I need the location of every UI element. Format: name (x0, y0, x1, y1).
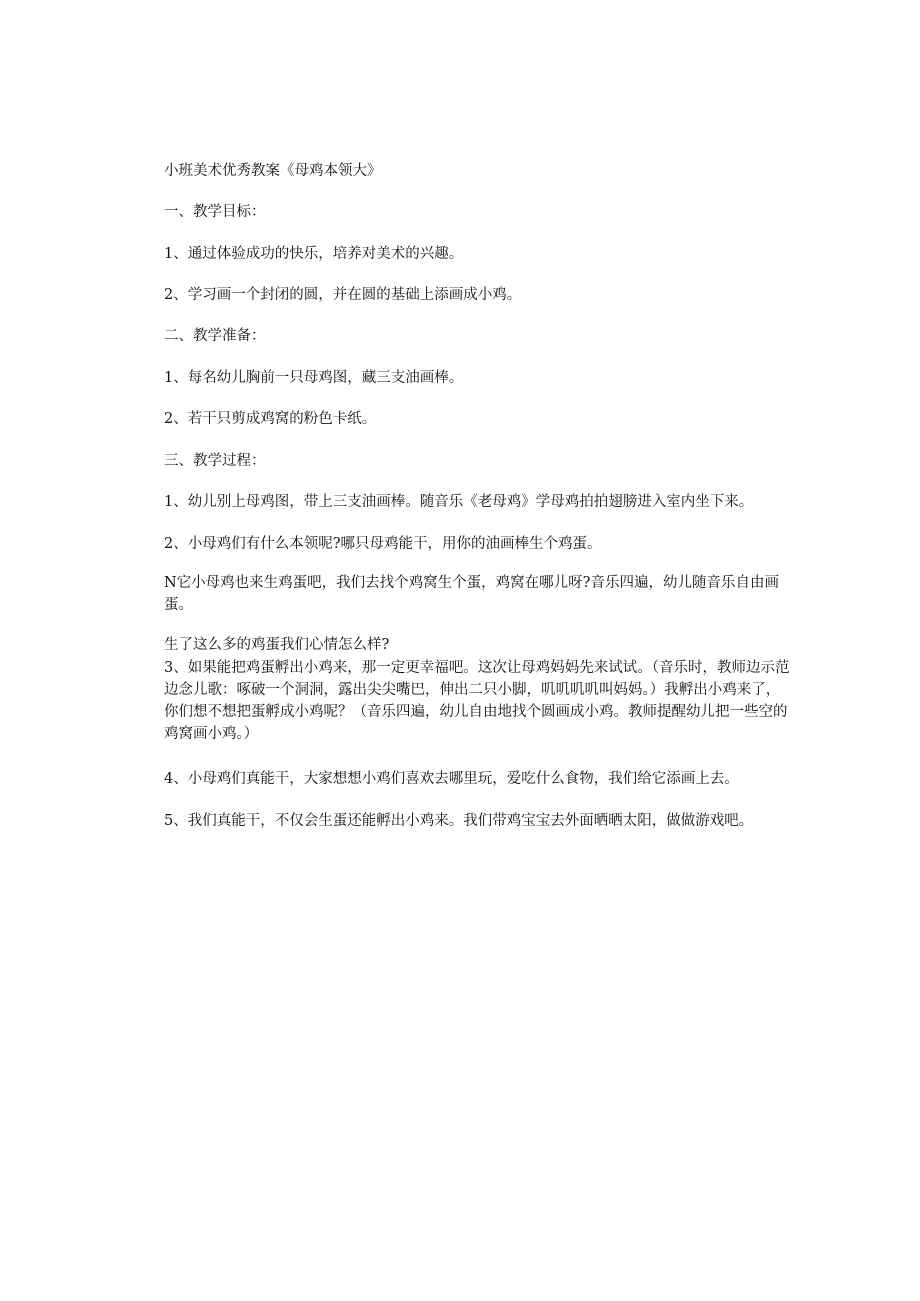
process-heading: 三、教学过程： (164, 453, 266, 469)
prep-item-2: 2、若干只剪成鸡窝的粉色卡纸。 (164, 411, 377, 427)
process-step-4: 4、小母鸡们真能干，大家想想小鸡们喜欢去哪里玩，爱吃什么食物，我们给它添画上去。 (164, 771, 739, 787)
goals-heading: 一、教学目标： (164, 204, 266, 220)
goal-item-2: 2、学习画一个封闭的圆，并在圆的基础上添画成小鸡。 (164, 287, 522, 303)
prep-heading: 二、教学准备： (164, 328, 266, 344)
process-paragraph-egg: N它小母鸡也来生鸡蛋吧，我们去找个鸡窝生个蛋，鸡窝在哪儿呀?音乐四遍，幼儿随音乐自由画蛋。 (164, 575, 779, 613)
goal-item-1: 1、通过体验成功的快乐，培养对美术的兴趣。 (164, 246, 464, 262)
document-title: 小班美术优秀教案《母鸡本领大》 (164, 163, 382, 179)
process-step-3: 3、如果能把鸡蛋孵出小鸡来，那一定更幸福吧。这次让母鸡妈妈先来试试。（音乐时，教师边示范边念儿歌：啄破一个洞洞，露出尖尖嘴巴，伸出二只小脚，叽叽叽叽叫妈妈。）我孵出小鸡来了，你们想不想把蛋孵成小鸡呢？（音乐四遍，幼儿自由地找个圆画成小鸡。教师提醒幼儿把一些空的鸡窝画小鸡。） (164, 660, 790, 742)
process-step-2: 2、小母鸡们有什么本领呢?哪只母鸡能干，用你的油画棒生个鸡蛋。 (164, 536, 602, 552)
process-step-5: 5、我们真能干，不仅会生蛋还能孵出小鸡来。我们带鸡宝宝去外面晒晒太阳，做做游戏吧。 (164, 813, 754, 829)
prep-item-1: 1、每名幼儿胸前一只母鸡图，藏三支油画棒。 (164, 370, 464, 386)
process-step-1: 1、幼儿别上母鸡图，带上三支油画棒。随音乐《老母鸡》学母鸡拍拍翅膀进入室内坐下来。 (164, 494, 754, 510)
process-paragraph-mood: 生了这么多的鸡蛋我们心情怎么样? (164, 637, 390, 653)
